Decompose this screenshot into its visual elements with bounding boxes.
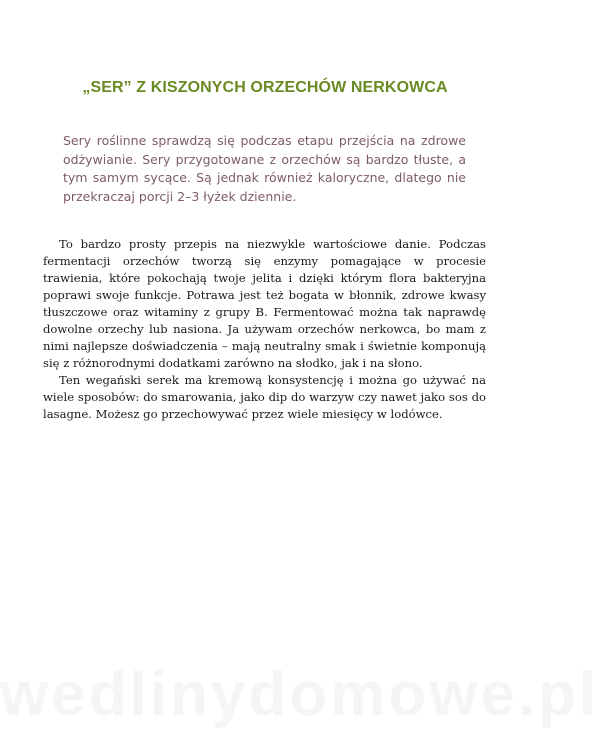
intro-paragraph: Sery roślinne sprawdzą się podczas etapu przejścia na zdrowe odżywianie. Sery przygotowane z orzechów są bardzo tłuste, a tym samym sycące. Są jednak również kaloryczne, dlatego nie przekraczaj porcji 2–3 łyżek dziennie.: [63, 133, 466, 204]
watermark: wedlinydomowe.pl: [0, 660, 599, 729]
body-paragraph-2: Ten wegański serek ma kremową konsystencję i można go używać na wiele sposobów: do smarowania, jako dip do warzyw czy nawet jako sos do lasagne. Możesz go przechowywać przez wiele miesięcy w lodówce.: [43, 373, 486, 421]
body-paragraph-1: To bardzo prosty przepis na niezwykle wartościowe danie. Podczas fermentacji orzechów tworzą się enzymy pomagające w procesie trawienia, które pokochają twoje jelita i dzięki którym flora bakteryjna poprawi swoje funkcje. Potrawa jest też bogata w błonnik, zdrowe kwasy tłuszczowe oraz witaminy z grupy B. Fermentować można tak naprawdę dowolne orzechy lub nasiona. Ja używam orzechów nerkowca, bo mam z nimi najlepsze doświadczenia – mają neutralny smak i świetnie komponują się z różnorodnymi dodatkami zarówno na słodko, jak i na słono.: [43, 237, 486, 370]
recipe-title: „SER” Z KISZONYCH ORZECHÓW NERKOWCA: [82, 79, 448, 96]
recipe-body: [43, 236, 486, 423]
